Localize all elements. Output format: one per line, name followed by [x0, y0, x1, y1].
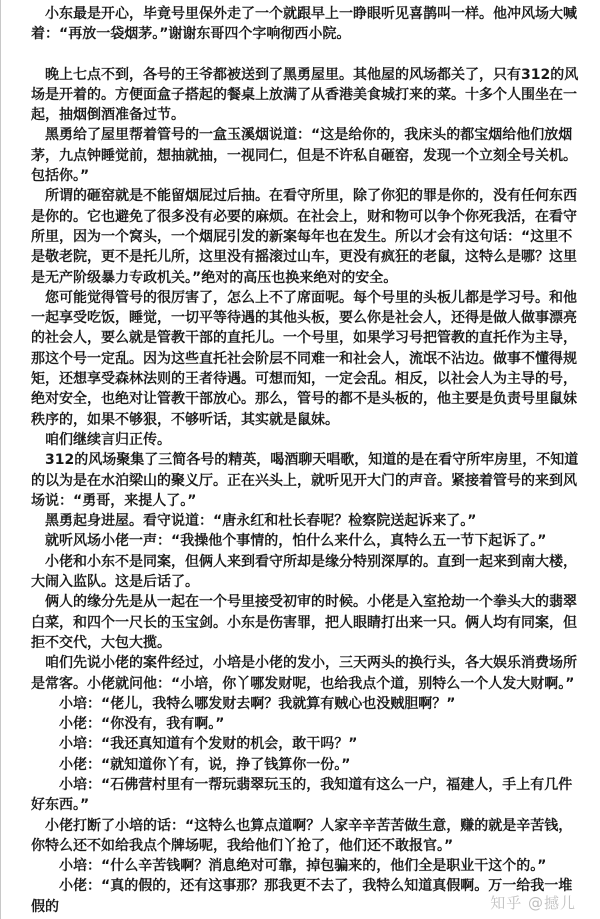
paragraph: 黑勇给了屋里帮着管号的一盒玉溪烟说道：“这是给你的，我床头的都宝烟给他们放烟茅，九点钟睡觉前，想抽就抽，一视同仁，但是不许私自砸窑，发现一个立刻全号关机。包括你。” — [31, 127, 577, 185]
paragraph: 312的风场聚集了三简各号的精英，喝酒聊天唱歌，知道的是在看守所牢房里，不知道的以为是在水泊梁山的聚义厅。正在兴头上，就听见开大门的声音。紧接着管号的来到风场说：“勇哥，来提人了。” — [31, 452, 579, 509]
paragraph: 咱们继续言归正传。 — [45, 431, 171, 448]
paragraph: 就听风场小佬一声：“我操他个事情的，怕什么来什么，真特么五一节下起诉了。” — [45, 533, 547, 550]
paragraph: 小培：“我还真知道有个发财的机会，敢干吗？” — [59, 736, 358, 753]
watermark-text: 知乎 @撼儿 — [490, 894, 576, 912]
paragraph: 小培：“佬儿，我特么哪发财去啊？我就算有贼心也没贼胆啊？” — [59, 695, 456, 712]
paragraph: 小佬：“就知道你丫有，说，挣了钱算你一份。” — [59, 756, 351, 773]
paragraph: 小培：“什么辛苦钱啊？消息绝对可靠，掉包骗来的，他们全是职业干这个的。” — [59, 858, 547, 875]
paragraph: 小佬打断了小培的话：“这特么也算点道啊？人家辛辛苦苦做生意，赚的就是辛苦钱，你特么还不如给我点个牌场呢，我给他们丫抢了，他们还不敢报官。” — [31, 817, 573, 854]
paragraph-gap — [31, 45, 580, 65]
paragraph: 小佬：“你没有，我有啊。” — [59, 716, 225, 733]
zhihu-watermark — [490, 892, 576, 913]
paragraph: 俩人的缘分先是从一起在一个号里接受初审的时候。小佬是入室抢劫一个拳头大的翡翠白菜，和四个一尺长的玉宝剑。小东是伤害罪，把人眼睛打出来一只。俩人均有同案，但拒不交代，大包大揽。 — [31, 594, 577, 651]
paragraph: 小佬和小东不是同案，但俩人来到看守所却是缘分特别深厚的。直到一起来到南大楼，大闹入监队。这是后话了。 — [31, 553, 577, 591]
paragraph: 晚上七点不到，各号的王爷都被送到了黑勇屋里。其他屋的风场都关了，只有312的风场是开着的。方便面盒子搭起的餐桌上放满了从香港美食城打来的菜。十多个人围坐在一起，抽烟倒酒准备过节。 — [31, 66, 579, 124]
paragraph: 小培：“石佛营村里有一帮玩翡翠玩玉的，我知道有这么一户，福建人，手上有几件好东西。” — [31, 776, 573, 814]
paragraph: 您可能觉得管号的很厉害了，怎么上不了席面呢。每个号里的头板儿都是学习号。和他一起享受吃饭，睡觉，一切平等待遇的其他头板，要么你是社会人，还得是做人做事漂亮的社会人，要么就是管教干部的直托儿。一个号里，如果学习号把管教的直托作为主导，那这个号一定乱。因为这些直托社会阶层不同难一和社会人，流氓不沾边。做事不懂得规矩，还想享受森林法则的王者待遇。可想而知，一定会乱。相反，以社会人为主导的号，绝对安全，也绝对让管教干部放心。那么，管号的都不是头板的，他主要是负责号里鼠妹秩序的，如果不够狠，不够听话，其实就是鼠妹。 — [31, 289, 577, 428]
paragraph: 咱们先说小佬的案件经过，小培是小佬的发小，三天两头的换行头，各大娱乐消费场所是常客。小佬就问他：“小培，你丫哪发财呢，也给我点个道，别特么一个人发大财啊。” — [31, 655, 577, 692]
paragraph: 小东最是开心，毕竟号里保外走了一个就跟早上一睁眼听见喜鹊叫一样。他冲风场大喊着：“再放一袋烟茅。”谢谢东哥四个字响彻西小院。 — [31, 6, 577, 43]
paragraph: 黑勇起身进屋。看守说道：“唐永红和杜长春呢？检察院送起诉来了。” — [45, 513, 477, 530]
document-body — [1, 0, 600, 917]
paragraph: 小佬：“真的假的，还有这事那？那我更不去了，我特么知道真假啊。万一给我一堆假的 — [31, 878, 573, 915]
paragraph: 所谓的砸窑就是不能留烟屁过后抽。在看守所里，除了你犯的罪是你的，没有任何东西是你的。它也避免了很多没有必要的麻烦。在社会上，财和物可以争个你死我活，在看守所里，因为一个窝头，一个烟屁引发的新案每年也在发生。所以才会有这句话：“这里不是敬老院，更不是托儿所，这里没有摇滚过山车，更没有疯狂的老鼠，这特么是哪？这里是无产阶级暴力专政机关。”绝对的高压也换来绝对的安全。 — [31, 188, 577, 286]
